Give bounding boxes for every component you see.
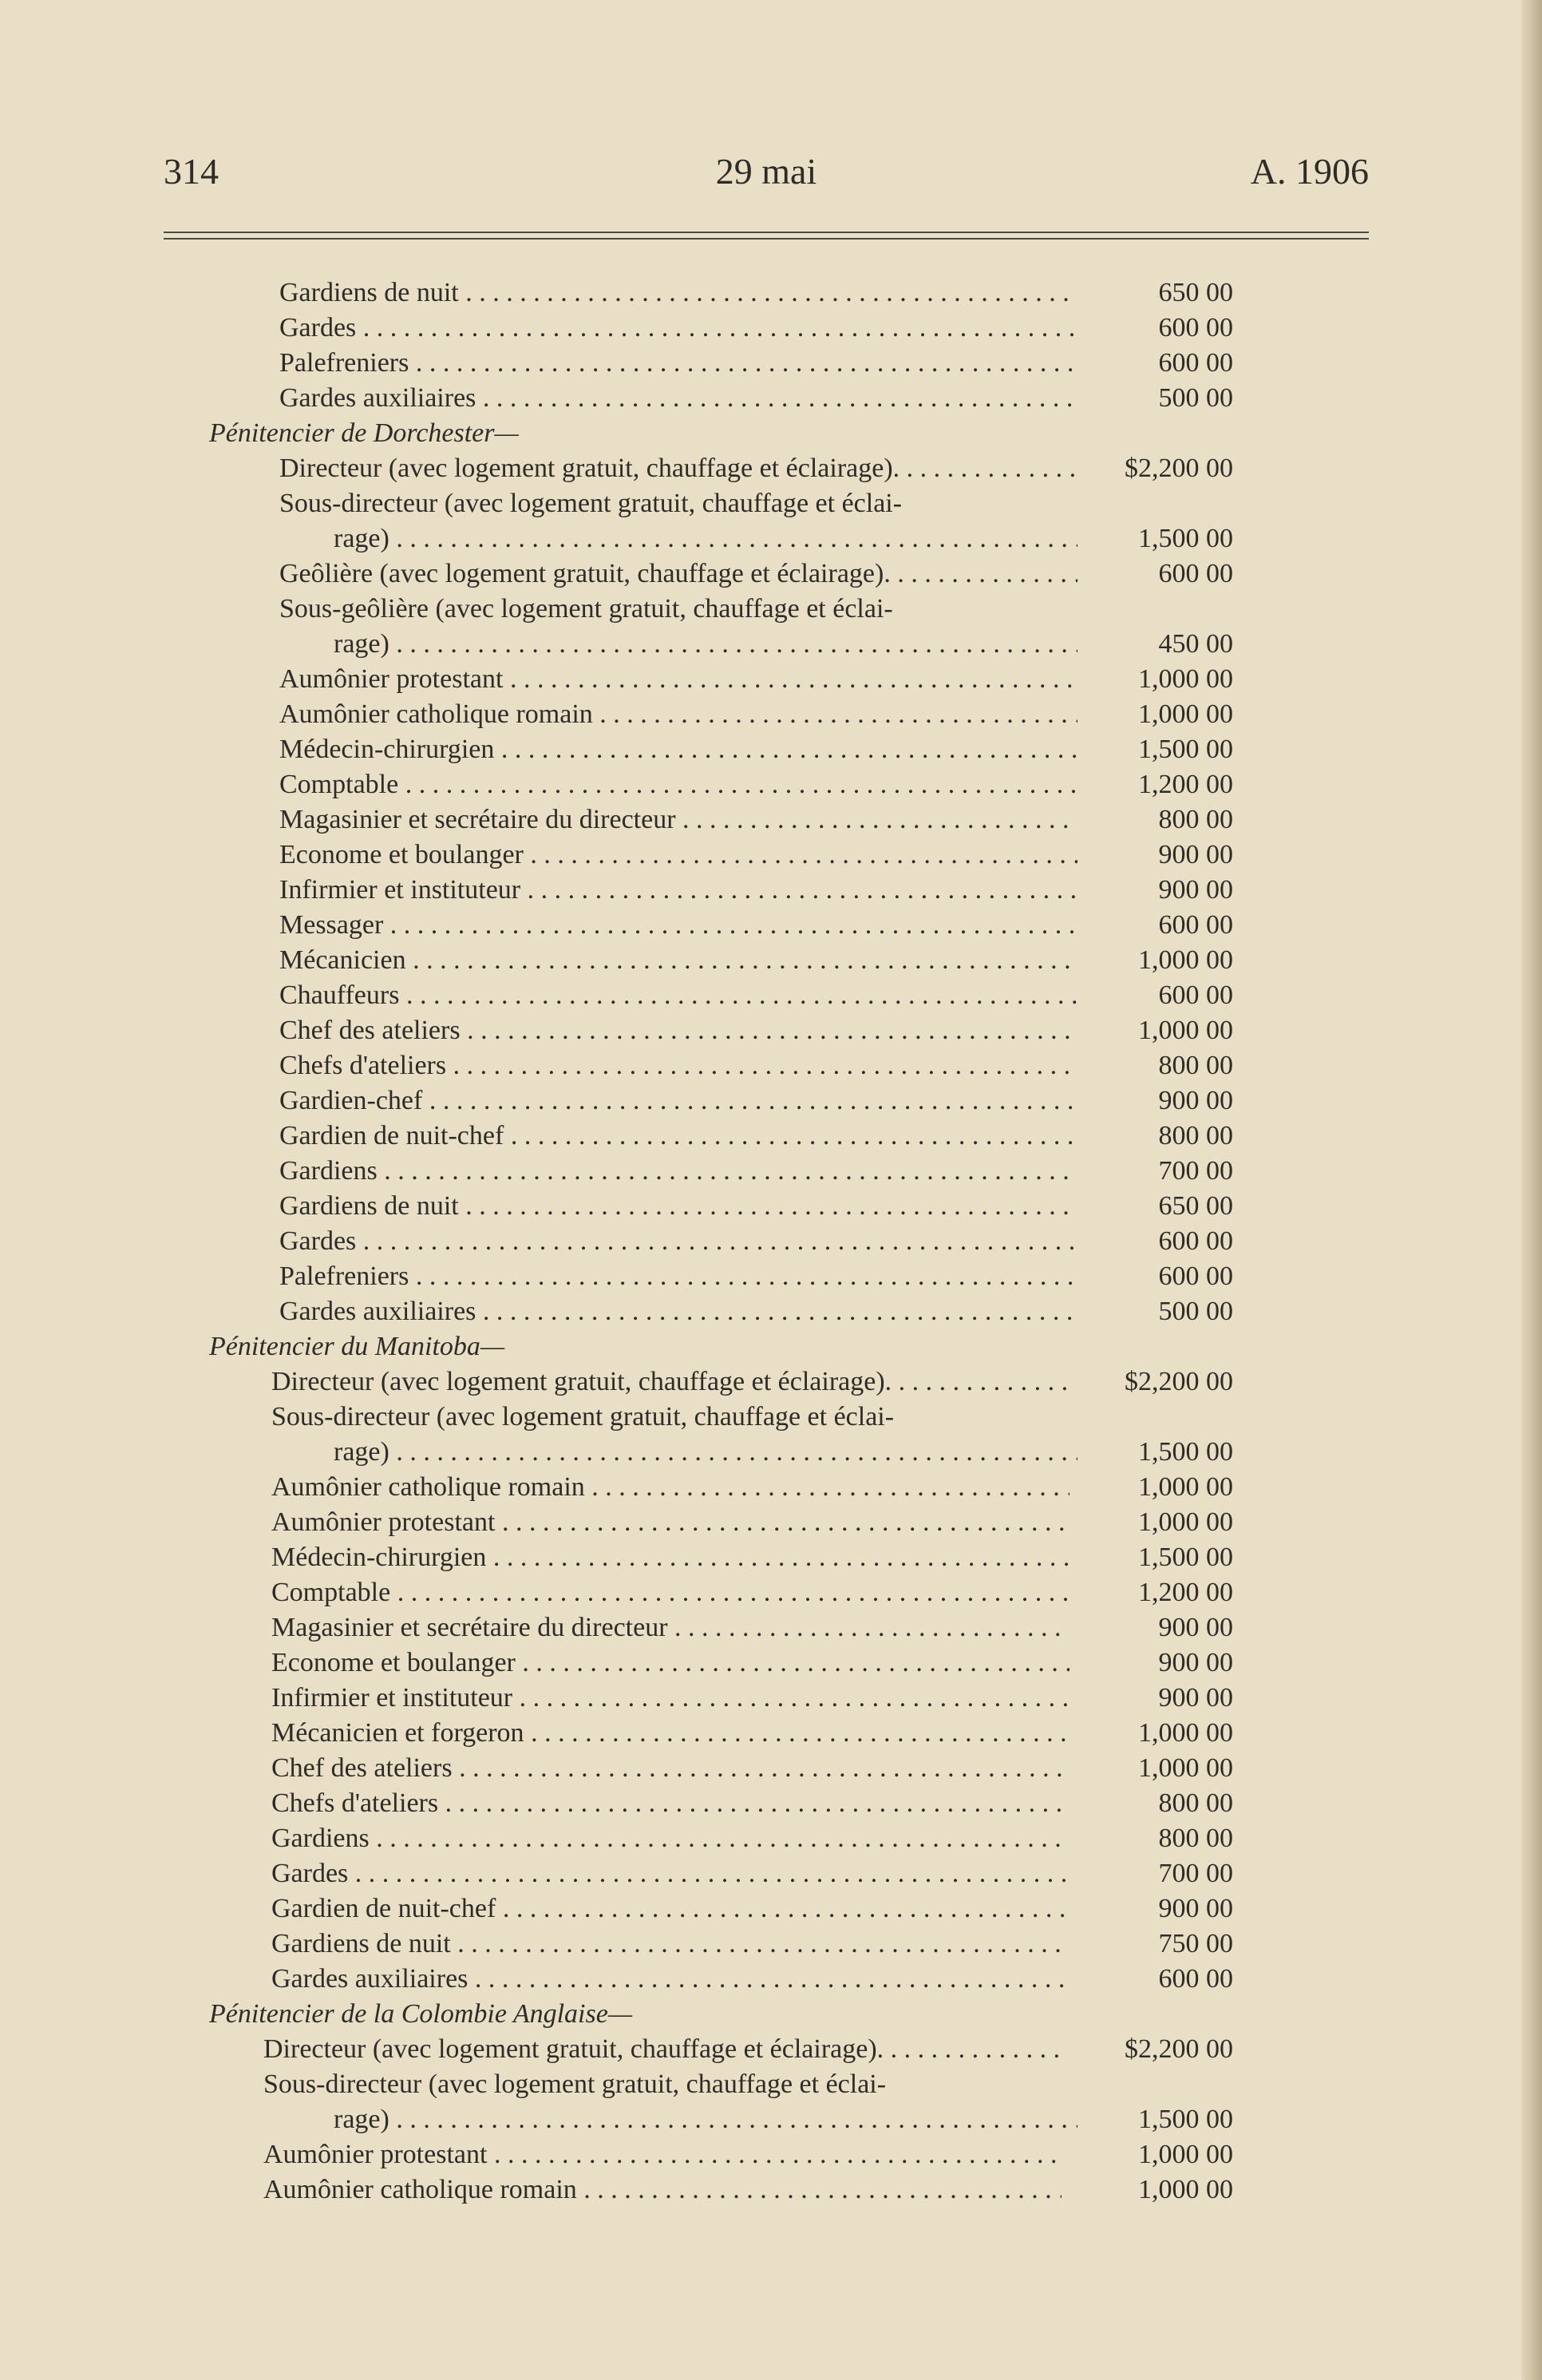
position-title: Gardes auxiliaires . . .: [279, 1294, 1077, 1329]
salary-amount: 1,000 00: [1138, 1016, 1233, 1045]
page-number: 314: [164, 151, 219, 192]
salary-amount: 600 00: [1158, 348, 1233, 378]
position-title: Directeur (avec logement gratuit, chauffage et éclairage). . . .: [263, 2032, 1062, 2067]
list-item: [0, 1962, 1542, 1997]
section-heading: [0, 1997, 1542, 2032]
position-title: Médecin-chirurgien . . .: [279, 732, 1077, 767]
salary-amount: 900 00: [1158, 1086, 1233, 1115]
position-title: Chefs d'ateliers . . .: [271, 1786, 1070, 1821]
position-title: Aumônier catholique romain . . .: [263, 2172, 1062, 2208]
salary-amount: 700 00: [1158, 1156, 1233, 1186]
list-item: [0, 486, 1542, 556]
salary-amount: 1,000 00: [1138, 699, 1233, 729]
salary-amount: 900 00: [1158, 840, 1233, 869]
position-title: Aumônier protestant . . .: [271, 1505, 1070, 1540]
list-item: [0, 2172, 1542, 2208]
list-item: [0, 1013, 1542, 1048]
position-title: Gardiens de nuit . . .: [279, 1189, 1077, 1224]
salary-amount: 1,000 00: [1138, 2140, 1233, 2169]
salary-amount: 600 00: [1158, 1226, 1233, 1256]
header-year: A. 1906: [1250, 151, 1369, 192]
list-item: [0, 1681, 1542, 1716]
list-item: [0, 1540, 1542, 1575]
position-title: Aumônier protestant . . .: [279, 662, 1077, 697]
salary-amount: 800 00: [1158, 1824, 1233, 1853]
list-item: [0, 1856, 1542, 1891]
position-title: Econome et boulanger . . .: [271, 1645, 1070, 1681]
salary-amount: 1,000 00: [1138, 1753, 1233, 1783]
list-item: [0, 662, 1542, 697]
list-item: [0, 556, 1542, 592]
list-item: [0, 1821, 1542, 1856]
salary-amount: 1,000 00: [1138, 2175, 1233, 2204]
salary-amount: 1,200 00: [1138, 1578, 1233, 1607]
list-item: [0, 1575, 1542, 1610]
list-item: [0, 451, 1542, 486]
list-item: [0, 1048, 1542, 1083]
header-date: 29 mai: [715, 151, 817, 192]
salary-amount: 1,200 00: [1138, 770, 1233, 799]
salary-amount: $2,200 00: [1125, 453, 1233, 483]
position-title: Palefreniers . . .: [279, 1259, 1077, 1294]
section-heading: [0, 1329, 1542, 1364]
salary-amount: 1,500 00: [1138, 524, 1233, 553]
list-item: [0, 1400, 1542, 1470]
salary-amount: 600 00: [1158, 980, 1233, 1010]
position-title: Mécanicien . . .: [279, 943, 1077, 978]
position-title: Econome et boulanger . . .: [279, 838, 1077, 873]
position-title: Chauffeurs . . .: [279, 978, 1077, 1013]
salary-amount: 1,000 00: [1138, 664, 1233, 694]
list-item: [0, 1470, 1542, 1505]
list-item: [0, 346, 1542, 381]
salary-amount: 1,000 00: [1138, 945, 1233, 975]
position-title: Gardes . . .: [271, 1856, 1070, 1891]
position-title: Gardes auxiliaires . . .: [279, 381, 1077, 416]
salary-amount: 650 00: [1158, 278, 1233, 307]
salary-amount: 600 00: [1158, 1261, 1233, 1291]
list-item: [0, 908, 1542, 943]
section-heading: [0, 416, 1542, 451]
position-title: Geôlière (avec logement gratuit, chauffage et éclairage). . . .: [279, 556, 1077, 592]
salary-amount: 1,000 00: [1138, 1718, 1233, 1748]
salary-amount: 500 00: [1158, 1297, 1233, 1326]
salary-amount: 800 00: [1158, 1051, 1233, 1080]
section-heading-text: Pénitencier du Manitoba—: [209, 1332, 505, 1361]
position-title: Gardien-chef . . .: [279, 1083, 1077, 1119]
list-item: [0, 767, 1542, 802]
list-item: [0, 1259, 1542, 1294]
salary-amount: 1,500 00: [1138, 2105, 1233, 2134]
position-title: Sous-directeur (avec logement gratuit, chauffage et éclai-: [271, 1402, 895, 1432]
position-title: Comptable . . .: [279, 767, 1077, 802]
position-title: Magasinier et secrétaire du directeur . . .: [279, 802, 1077, 838]
position-title-continued: rage) . . .: [334, 2102, 1077, 2137]
list-item: [0, 732, 1542, 767]
list-item: [0, 1786, 1542, 1821]
salary-amount: 900 00: [1158, 1613, 1233, 1642]
salary-amount: 600 00: [1158, 910, 1233, 940]
list-item: [0, 697, 1542, 732]
section-heading-text: Pénitencier de la Colombie Anglaise—: [209, 1999, 633, 2029]
position-title: Sous-geôlière (avec logement gratuit, chauffage et éclai-: [279, 594, 893, 624]
position-title: Mécanicien et forgeron . . .: [271, 1716, 1070, 1751]
list-item: [0, 1364, 1542, 1400]
salary-amount: 600 00: [1158, 313, 1233, 343]
list-item: [0, 838, 1542, 873]
salary-amount: 900 00: [1158, 1648, 1233, 1677]
list-item: [0, 1119, 1542, 1154]
salary-amount: 1,500 00: [1138, 1542, 1233, 1572]
position-title-continued: rage) . . .: [334, 1435, 1077, 1470]
position-title: Gardes auxiliaires . . .: [271, 1962, 1070, 1997]
salary-amount: 600 00: [1158, 1964, 1233, 1994]
list-item: [0, 1610, 1542, 1645]
salary-amount: 1,000 00: [1138, 1472, 1233, 1502]
salary-amount: 500 00: [1158, 383, 1233, 413]
position-title: Directeur (avec logement gratuit, chauffage et éclairage). . . .: [279, 451, 1077, 486]
salary-amount: 650 00: [1158, 1191, 1233, 1221]
list-item: [0, 873, 1542, 908]
position-title: Comptable . . .: [271, 1575, 1070, 1610]
position-title: Gardes . . .: [279, 311, 1077, 346]
list-item: [0, 943, 1542, 978]
salary-amount: $2,200 00: [1125, 1367, 1233, 1396]
list-item: [0, 381, 1542, 416]
list-item: [0, 1189, 1542, 1224]
position-title: Aumônier catholique romain . . .: [271, 1470, 1070, 1505]
list-item: [0, 1716, 1542, 1751]
running-head: [164, 148, 1369, 196]
list-item: [0, 1154, 1542, 1189]
list-item: [0, 311, 1542, 346]
list-item: [0, 1224, 1542, 1259]
position-title: Infirmier et instituteur . . .: [271, 1681, 1070, 1716]
salary-amount: 750 00: [1158, 1929, 1233, 1958]
position-title: Messager . . .: [279, 908, 1077, 943]
list-item: [0, 1505, 1542, 1540]
salary-amount: 800 00: [1158, 1121, 1233, 1150]
list-item: [0, 1927, 1542, 1962]
position-title: Palefreniers . . .: [279, 346, 1077, 381]
position-title: Directeur (avec logement gratuit, chauffage et éclairage). . . .: [271, 1364, 1070, 1400]
position-title: Gardien de nuit-chef . . .: [279, 1119, 1077, 1154]
salary-amount: 700 00: [1158, 1859, 1233, 1888]
salary-amount: 900 00: [1158, 1683, 1233, 1713]
list-item: [0, 2032, 1542, 2067]
section-heading-text: Pénitencier de Dorchester—: [209, 418, 519, 448]
position-title: Aumônier protestant . . .: [263, 2137, 1062, 2172]
salary-amount: 1,500 00: [1138, 735, 1233, 764]
salary-amount: 800 00: [1158, 1788, 1233, 1818]
position-title-continued: rage) . . .: [334, 521, 1077, 556]
header-rule-second: [164, 238, 1369, 240]
position-title: Gardes . . .: [279, 1224, 1077, 1259]
position-title: Infirmier et instituteur . . .: [279, 873, 1077, 908]
position-title: Gardiens . . .: [279, 1154, 1077, 1189]
list-item: [0, 802, 1542, 838]
position-title: Chefs d'ateliers . . .: [279, 1048, 1077, 1083]
list-item: [0, 1083, 1542, 1119]
position-title: Gardiens de nuit . . .: [271, 1927, 1070, 1962]
position-title: Gardien de nuit-chef . . .: [271, 1891, 1070, 1927]
salary-amount: $2,200 00: [1125, 2034, 1233, 2064]
salary-amount: 1,500 00: [1138, 1437, 1233, 1467]
list-item: [0, 592, 1542, 662]
position-title: Chef des ateliers . . .: [271, 1751, 1070, 1786]
salary-entries: [0, 275, 1542, 2208]
list-item: [0, 275, 1542, 311]
list-item: [0, 1294, 1542, 1329]
salary-amount: 900 00: [1158, 875, 1233, 905]
list-item: [0, 1891, 1542, 1927]
list-item: [0, 1645, 1542, 1681]
salary-amount: 800 00: [1158, 805, 1233, 834]
position-title: Magasinier et secrétaire du directeur . . .: [271, 1610, 1070, 1645]
list-item: [0, 978, 1542, 1013]
salary-amount: 900 00: [1158, 1894, 1233, 1923]
list-item: [0, 2067, 1542, 2137]
position-title: Médecin-chirurgien . . .: [271, 1540, 1070, 1575]
salary-amount: 450 00: [1158, 629, 1233, 659]
salary-amount: 1,000 00: [1138, 1507, 1233, 1537]
list-item: [0, 1751, 1542, 1786]
list-item: [0, 2137, 1542, 2172]
position-title: Chef des ateliers . . .: [279, 1013, 1077, 1048]
position-title: Gardiens . . .: [271, 1821, 1070, 1856]
position-title: Gardiens de nuit . . .: [279, 275, 1077, 311]
position-title: Sous-directeur (avec logement gratuit, chauffage et éclai-: [263, 2069, 887, 2099]
position-title-continued: rage) . . .: [334, 627, 1077, 662]
position-title: Sous-directeur (avec logement gratuit, chauffage et éclai-: [279, 489, 903, 518]
position-title: Aumônier catholique romain . . .: [279, 697, 1077, 732]
header-rule: [164, 232, 1369, 233]
salary-amount: 600 00: [1158, 559, 1233, 588]
